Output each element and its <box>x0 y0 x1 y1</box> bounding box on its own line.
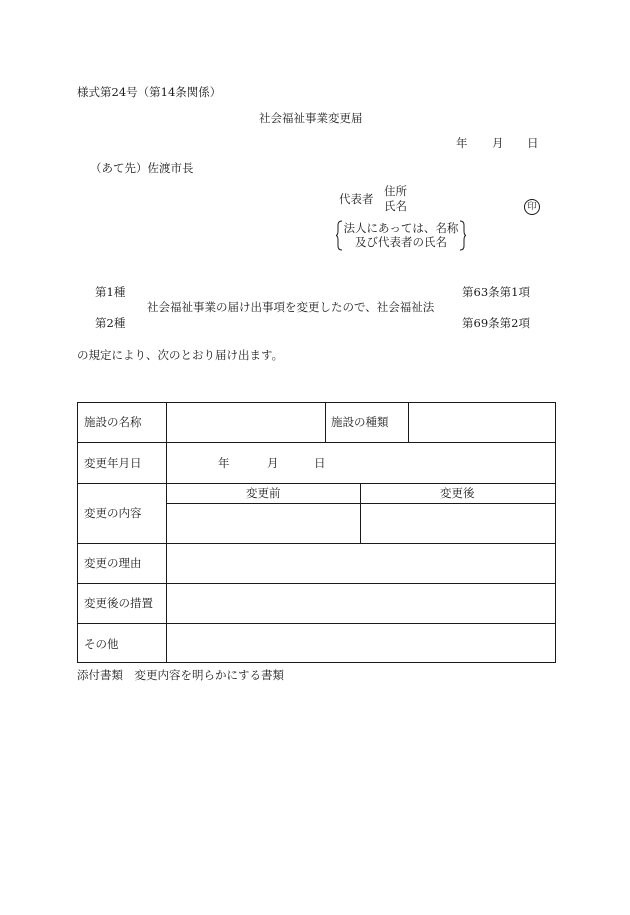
row-divider <box>78 623 555 624</box>
statement-closing: の規定により、次のとおり届け出ます。 <box>77 348 284 362</box>
type-1-label: 第1種 <box>95 285 126 299</box>
article-2-label: 第69条第2項 <box>462 316 530 330</box>
date-month-label: 月 <box>492 136 504 150</box>
measures-label: 変更後の措置 <box>84 596 153 610</box>
column-divider <box>166 403 167 662</box>
note-line-2: 及び代表者の氏名 <box>355 235 447 249</box>
change-date-day: 日 <box>314 456 326 470</box>
address-label: 住所 <box>384 184 407 198</box>
facility-type-label: 施設の種類 <box>331 415 389 429</box>
corporate-note <box>336 220 466 251</box>
type-2-label: 第2種 <box>95 316 126 330</box>
date-day-label: 日 <box>527 136 539 150</box>
article-1-label: 第63条第1項 <box>462 285 530 299</box>
representative-label: 代表者 <box>339 192 374 206</box>
note-line-1: 法人にあっては、名称 <box>343 221 459 235</box>
column-divider <box>325 403 326 442</box>
reason-label: 変更の理由 <box>84 556 142 570</box>
facility-name-label: 施設の名称 <box>84 415 142 429</box>
seal-icon: 印 <box>524 199 540 215</box>
row-divider <box>78 583 555 584</box>
form-table <box>77 402 556 663</box>
change-date-year: 年 <box>218 456 230 470</box>
form-number: 様式第24号（第14条関係） <box>77 85 222 99</box>
before-header: 変更前 <box>246 486 281 500</box>
attachments-note: 添付書類 変更内容を明らかにする書類 <box>77 668 284 682</box>
change-content-label: 変更の内容 <box>84 506 142 520</box>
page-title: 社会福祉事業変更届 <box>259 111 363 125</box>
row-divider <box>78 442 555 443</box>
column-divider <box>360 483 361 543</box>
after-header: 変更後 <box>440 486 475 500</box>
column-divider <box>408 403 409 442</box>
change-date-month: 月 <box>267 456 279 470</box>
statement-main: 社会福祉事業の届け出事項を変更したので、社会福祉法 <box>147 300 435 314</box>
name-label: 氏名 <box>384 199 407 213</box>
other-label: その他 <box>84 637 119 651</box>
change-date-label: 変更年月日 <box>84 456 142 470</box>
row-divider <box>78 483 555 484</box>
row-divider <box>78 543 555 544</box>
date-year-label: 年 <box>456 136 468 150</box>
addressee: （あて先）佐渡市長 <box>90 161 194 175</box>
